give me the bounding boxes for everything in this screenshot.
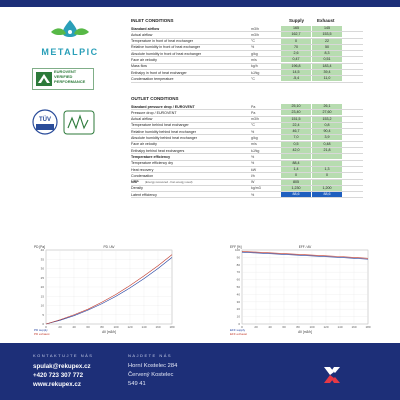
- metalpic-logo: [30, 18, 110, 57]
- supply-value: 22,4: [281, 123, 311, 128]
- row-label: Pressure drop / EUROVENT: [131, 110, 177, 115]
- supply-value: 805: [281, 180, 311, 185]
- exhaust-value: 153,5: [312, 32, 342, 37]
- row-label: Face air velocity: [131, 142, 157, 147]
- row-label: Actual airflow: [131, 117, 153, 122]
- supply-value: 14,5: [281, 70, 311, 75]
- row-label: Face air velocity: [131, 58, 157, 63]
- rekupex-x-logo-icon: [323, 366, 341, 384]
- outlet-conditions-table: [131, 96, 363, 198]
- row-label: Mass flow: [131, 64, 147, 69]
- row-label: Temperature behind heat exchanger: [131, 123, 189, 128]
- x-tick-label: 160: [351, 325, 357, 329]
- row-unit: kW: [251, 167, 257, 172]
- exhaust-value: 39,4: [312, 70, 342, 75]
- tuv-icon: [33, 110, 57, 134]
- row-unit: kJ/kg: [251, 148, 260, 153]
- x-tick-label: 120: [127, 325, 133, 329]
- row-label: Standard airflow: [131, 26, 160, 31]
- exhaust-value: 0,8: [312, 123, 342, 128]
- x-axis-label: AV [m3/h]: [102, 330, 116, 334]
- x-tick-label: 0: [45, 325, 47, 329]
- outlet-title: OUTLET CONDITIONS: [131, 96, 179, 101]
- y-tick-label: 25: [40, 275, 44, 280]
- row-label: NRP: [131, 180, 139, 185]
- inlet-header: [131, 18, 363, 26]
- row-unit: %: [251, 192, 255, 197]
- supply-value: 7,0: [281, 135, 311, 140]
- supply-value: 46,7: [281, 129, 311, 134]
- row-unit: g/kg: [251, 51, 258, 56]
- row-unit: m3/h: [251, 32, 259, 37]
- address-line-2: Červený Kostelec: [128, 372, 174, 378]
- supply-value: 42,0: [281, 148, 311, 153]
- efficiency-chart-svg: [228, 242, 378, 342]
- x-tick-label: 140: [141, 325, 147, 329]
- inlet-title: INLET CONDITIONS: [131, 18, 174, 23]
- legend-entry: PD supply: [34, 328, 48, 332]
- row-unit: kg/h: [251, 64, 258, 69]
- eurovent-line-3: PERFORMANCE: [54, 79, 86, 84]
- exhaust-value: 183,4: [312, 64, 342, 69]
- x-tick-label: 140: [337, 325, 343, 329]
- brand-name: METALPIC: [41, 47, 99, 57]
- y-axis-label: EFF [%]: [230, 245, 242, 249]
- row-unit: °C: [251, 76, 256, 81]
- supply-value: 88,6: [281, 192, 311, 197]
- supply-value: 23,40: [281, 110, 311, 115]
- exhaust-value: 145: [312, 26, 342, 31]
- y-tick-label: 80: [236, 262, 240, 267]
- y-tick-label: 30: [40, 266, 44, 271]
- supply-value: 1,230: [281, 186, 311, 191]
- y-tick-label: 70: [236, 270, 240, 275]
- row-label: Relative humidity in front of heat exchanger: [131, 45, 201, 50]
- row-unit: kJ/kg: [251, 70, 260, 75]
- outlet-row: [131, 192, 363, 198]
- pressure-drop-chart: [32, 242, 182, 342]
- x-tick-label: 120: [323, 325, 329, 329]
- x-tick-label: 160: [155, 325, 161, 329]
- exhaust-value: 0,51: [312, 57, 342, 62]
- contact-web[interactable]: www.rekupex.cz: [33, 381, 81, 388]
- exhaust-value: 8,3: [312, 51, 342, 56]
- exhaust-value: 27,60: [312, 110, 342, 115]
- row-label: Absolute humidity in front of heat exchanger: [131, 51, 202, 56]
- x-tick-label: 100: [309, 325, 315, 329]
- y-tick-label: 10: [236, 314, 240, 319]
- y-tick-label: 100: [234, 248, 240, 252]
- row-unit: Pa: [251, 110, 256, 115]
- x-tick-label: 80: [100, 325, 104, 329]
- y-tick-label: 30: [236, 299, 240, 304]
- row-label: Absolute humidity behind heat exchanger: [131, 136, 197, 141]
- x-tick-label: 0: [241, 325, 243, 329]
- supply-value: -5,4: [281, 76, 311, 81]
- row-label: Temperature in front of heat exchanger: [131, 39, 193, 44]
- supply-value: 0: [281, 39, 311, 44]
- row-unit: W: [251, 180, 255, 185]
- y-tick-label: 40: [40, 248, 44, 252]
- y-tick-label: 0: [238, 322, 240, 326]
- row-label: Actual airflow: [131, 32, 153, 37]
- supply-value: 70: [281, 45, 311, 50]
- hygiene-certificate-icon: [64, 111, 94, 134]
- row-unit: Pa: [251, 104, 256, 109]
- exhaust-value: 50: [312, 45, 342, 50]
- x-tick-label: 180: [365, 325, 371, 329]
- find-us-heading: NAJDETE NÁS: [128, 353, 173, 358]
- top-accent-bar: [0, 0, 400, 7]
- supply-column-header: Supply: [289, 18, 305, 23]
- contact-heading: KONTAKTUJTE NÁS: [33, 353, 94, 358]
- address-line-3: 549 41: [128, 381, 146, 387]
- y-tick-label: 90: [236, 255, 240, 260]
- efficiency-chart: [228, 242, 378, 342]
- x-tick-label: 60: [86, 325, 90, 329]
- exhaust-value: 26,1: [312, 104, 342, 109]
- supply-value: 88,4: [281, 161, 311, 166]
- exhaust-value: 153,2: [312, 117, 342, 122]
- row-label: Heat recovery: [131, 167, 154, 172]
- y-tick-label: 60: [236, 277, 240, 282]
- y-tick-label: 0: [42, 322, 44, 326]
- legend-entry: PD exhaust: [34, 332, 50, 336]
- row-label: Density: [131, 186, 143, 191]
- eurovent-line-1: EUROVENT: [54, 69, 77, 74]
- chart-title: PD / AV: [103, 245, 115, 249]
- eurovent-line-2: VERIFIED: [54, 74, 73, 79]
- row-unit: m/s: [251, 58, 257, 63]
- tuv-badges: [32, 108, 102, 138]
- exhaust-value: 0,48: [312, 142, 342, 147]
- certificate-badges: [32, 108, 102, 143]
- y-tick-label: 40: [236, 292, 240, 297]
- y-tick-label: 20: [236, 307, 240, 312]
- exhaust-value: 21,8: [312, 148, 342, 153]
- row-unit: °C: [251, 39, 256, 44]
- exhaust-value: 0: [312, 173, 342, 178]
- row-label: Temperature efficiency dry: [131, 161, 174, 166]
- supply-value: 0,5: [281, 142, 311, 147]
- inlet-row: [131, 76, 363, 82]
- x-tick-label: 180: [169, 325, 175, 329]
- y-tick-label: 10: [40, 303, 44, 308]
- contact-phone[interactable]: +420 723 307 772: [33, 372, 84, 379]
- outlet-header: [131, 96, 363, 104]
- supply-value: 165: [281, 26, 311, 31]
- row-unit: %: [251, 45, 255, 50]
- row-unit: g/kg: [251, 136, 258, 141]
- supply-value: 25,10: [281, 104, 311, 109]
- row-label: Enthalpy in front of heat exchanger: [131, 70, 187, 75]
- x-tick-label: 60: [282, 325, 286, 329]
- supply-value: 196,8: [281, 64, 311, 69]
- y-axis-label: PD [Pa]: [34, 245, 45, 249]
- supply-value: 0: [281, 173, 311, 178]
- x-axis-label: AV [m3/h]: [298, 330, 312, 334]
- exhaust-value: 90,4: [312, 129, 342, 134]
- exhaust-value: 11,0: [312, 76, 342, 81]
- row-unit: kg/m3: [251, 186, 261, 191]
- address-line-1: Horní Kostelec 284: [128, 363, 178, 369]
- row-unit: m3/h: [251, 117, 259, 122]
- x-tick-label: 40: [72, 325, 76, 329]
- supply-value: 162,7: [281, 32, 311, 37]
- row-label: Relative humidity behind heat exchanger: [131, 129, 196, 134]
- exhaust-value: [312, 180, 342, 185]
- drop-leaf-logo-icon: [47, 18, 93, 40]
- exhaust-value: 3,9: [312, 135, 342, 140]
- row-label: Condensation temperature: [131, 76, 174, 81]
- row-label: Condensation: [131, 173, 154, 178]
- exhaust-value: 88,6: [312, 192, 342, 197]
- nrp-note: (Energy recovered - Fan energy used): [145, 180, 193, 185]
- y-tick-label: 20: [40, 285, 44, 289]
- y-tick-label: 35: [40, 257, 44, 262]
- y-tick-label: 5: [42, 312, 44, 317]
- legend-entry: EFF supply: [230, 328, 246, 332]
- x-tick-label: 20: [58, 325, 62, 329]
- inlet-conditions-table: [131, 18, 363, 83]
- row-label: Standard pressure drop / EUROVENT: [131, 104, 195, 109]
- row-unit: l/h: [251, 173, 255, 178]
- x-tick-label: 40: [268, 325, 272, 329]
- y-tick-label: 15: [40, 294, 44, 299]
- exhaust-value: [312, 161, 342, 166]
- chart-title: EFF / AV: [298, 245, 312, 249]
- exhaust-value: 1,200: [312, 186, 342, 191]
- row-unit: m3/h: [251, 26, 259, 31]
- exhaust-value: [312, 154, 342, 159]
- supply-value: [281, 154, 311, 159]
- row-unit: %: [251, 129, 255, 134]
- row-label: Enthalpy behind heat exchangers: [131, 148, 185, 153]
- exhaust-value: 1,3: [312, 167, 342, 172]
- eurovent-text: [54, 69, 85, 84]
- x-tick-label: 80: [296, 325, 300, 329]
- row-unit: °C: [251, 123, 256, 128]
- pressure-drop-chart-svg: [32, 242, 182, 342]
- legend-entry: EFF exhaust: [230, 332, 248, 336]
- supply-value: 1,4: [281, 167, 311, 172]
- x-tick-label: 20: [254, 325, 258, 329]
- row-unit: m/s: [251, 142, 257, 147]
- y-tick-label: 50: [236, 285, 240, 289]
- x-tick-label: 100: [113, 325, 119, 329]
- row-label: Temperature efficiency: [131, 154, 171, 159]
- exhaust-column-header: Exhaust: [317, 18, 335, 23]
- tuv-label: TÜV: [39, 117, 51, 123]
- supply-value: 2,6: [281, 51, 311, 56]
- row-unit: %: [251, 161, 255, 166]
- supply-value: 0,47: [281, 57, 311, 62]
- row-unit: %: [251, 154, 255, 159]
- supply-value: 151,5: [281, 117, 311, 122]
- row-label: Latent efficiency: [131, 192, 157, 197]
- exhaust-value: 22: [312, 39, 342, 44]
- contact-email[interactable]: spulak@rekupex.cz: [33, 363, 91, 370]
